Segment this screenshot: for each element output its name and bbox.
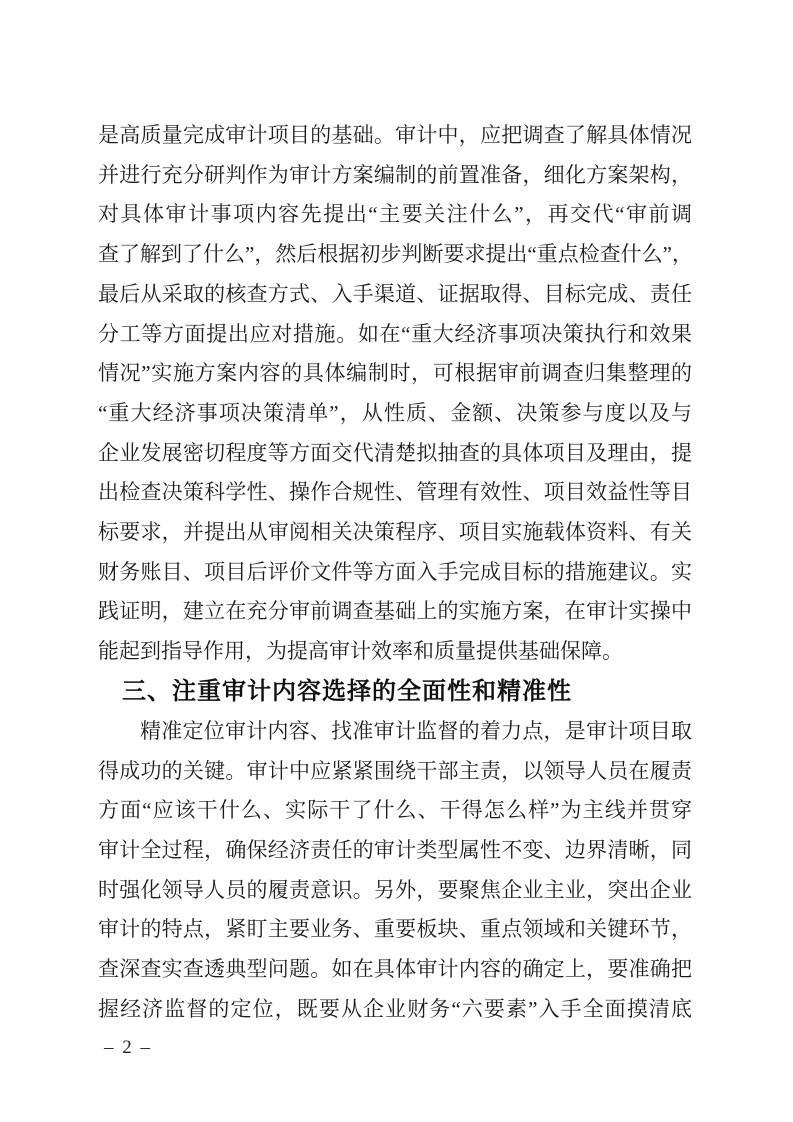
text-line: 查了解到了什么”，然后根据初步判断要求提出“重点检查什么”， (98, 242, 693, 267)
text-line: 握经济监督的定位，既要从企业财务“六要素”入手全面摸清底 (98, 996, 692, 1021)
body-text (98, 116, 692, 1029)
text-line: 出检查决策科学性、操作合规性、管理有效性、项目效益性等目 (98, 480, 692, 505)
text-line: 审计全过程，确保经济责任的审计类型属性不变、边界清晰，同 (98, 837, 692, 862)
text-line: 审计的特点，紧盯主要业务、重要板块、重点领域和关键环节， (98, 917, 692, 942)
text-line: 财务账目、项目后评价文件等方面入手完成目标的措施建议。实 (98, 559, 692, 584)
page-number: – 2 – (104, 1037, 152, 1058)
text-line: 分工等方面提出应对措施。如在“重大经济事项决策执行和效果 (98, 321, 692, 346)
text-line: 最后从采取的核查方式、入手渠道、证据取得、目标完成、责任 (98, 281, 692, 306)
text-line: 精准定位审计内容、找准审计监督的着力点，是审计项目取 (140, 718, 692, 743)
text-line: 企业发展密切程度等方面交代清楚拟抽查的具体项目及理由，提 (98, 440, 692, 465)
text-line: 得成功的关键。审计中应紧紧围绕干部主责，以领导人员在履责 (98, 758, 692, 783)
text-line: “重大经济事项决策清单”，从性质、金额、决策参与度以及与 (98, 400, 692, 425)
paragraph-2 (98, 712, 692, 1030)
text-line: 查深查实查透典型问题。如在具体审计内容的确定上，要准确把 (98, 957, 692, 982)
text-line: 标要求，并提出从审阅相关决策程序、项目实施载体资料、有关 (98, 520, 692, 545)
text-line: 能起到指导作用，为提高审计效率和质量提供基础保障。 (98, 639, 623, 664)
section-heading: 三、注重审计内容选择的全面性和精准性 (122, 677, 572, 705)
text-line: 践证明，建立在充分审前调查基础上的实施方案，在审计实操中 (98, 599, 692, 624)
text-line: 是高质量完成审计项目的基础。审计中，应把调查了解具体情况 (98, 123, 692, 147)
text-line: 对具体审计事项内容先提出“主要关注什么”，再交代“审前调 (98, 202, 692, 227)
text-line: 方面“应该干什么、实际干了什么、干得怎么样”为主线并贯穿 (98, 798, 692, 823)
text-line: 情况”实施方案内容的具体编制时，可根据审前调查归集整理的 (98, 361, 692, 386)
text-line: 时强化领导人员的履责意识。另外，要聚焦企业主业，突出企业 (98, 877, 692, 902)
paragraph-continuation (98, 116, 692, 672)
text-line: 并进行充分研判作为审计方案编制的前置准备，细化方案架构， (98, 162, 692, 187)
